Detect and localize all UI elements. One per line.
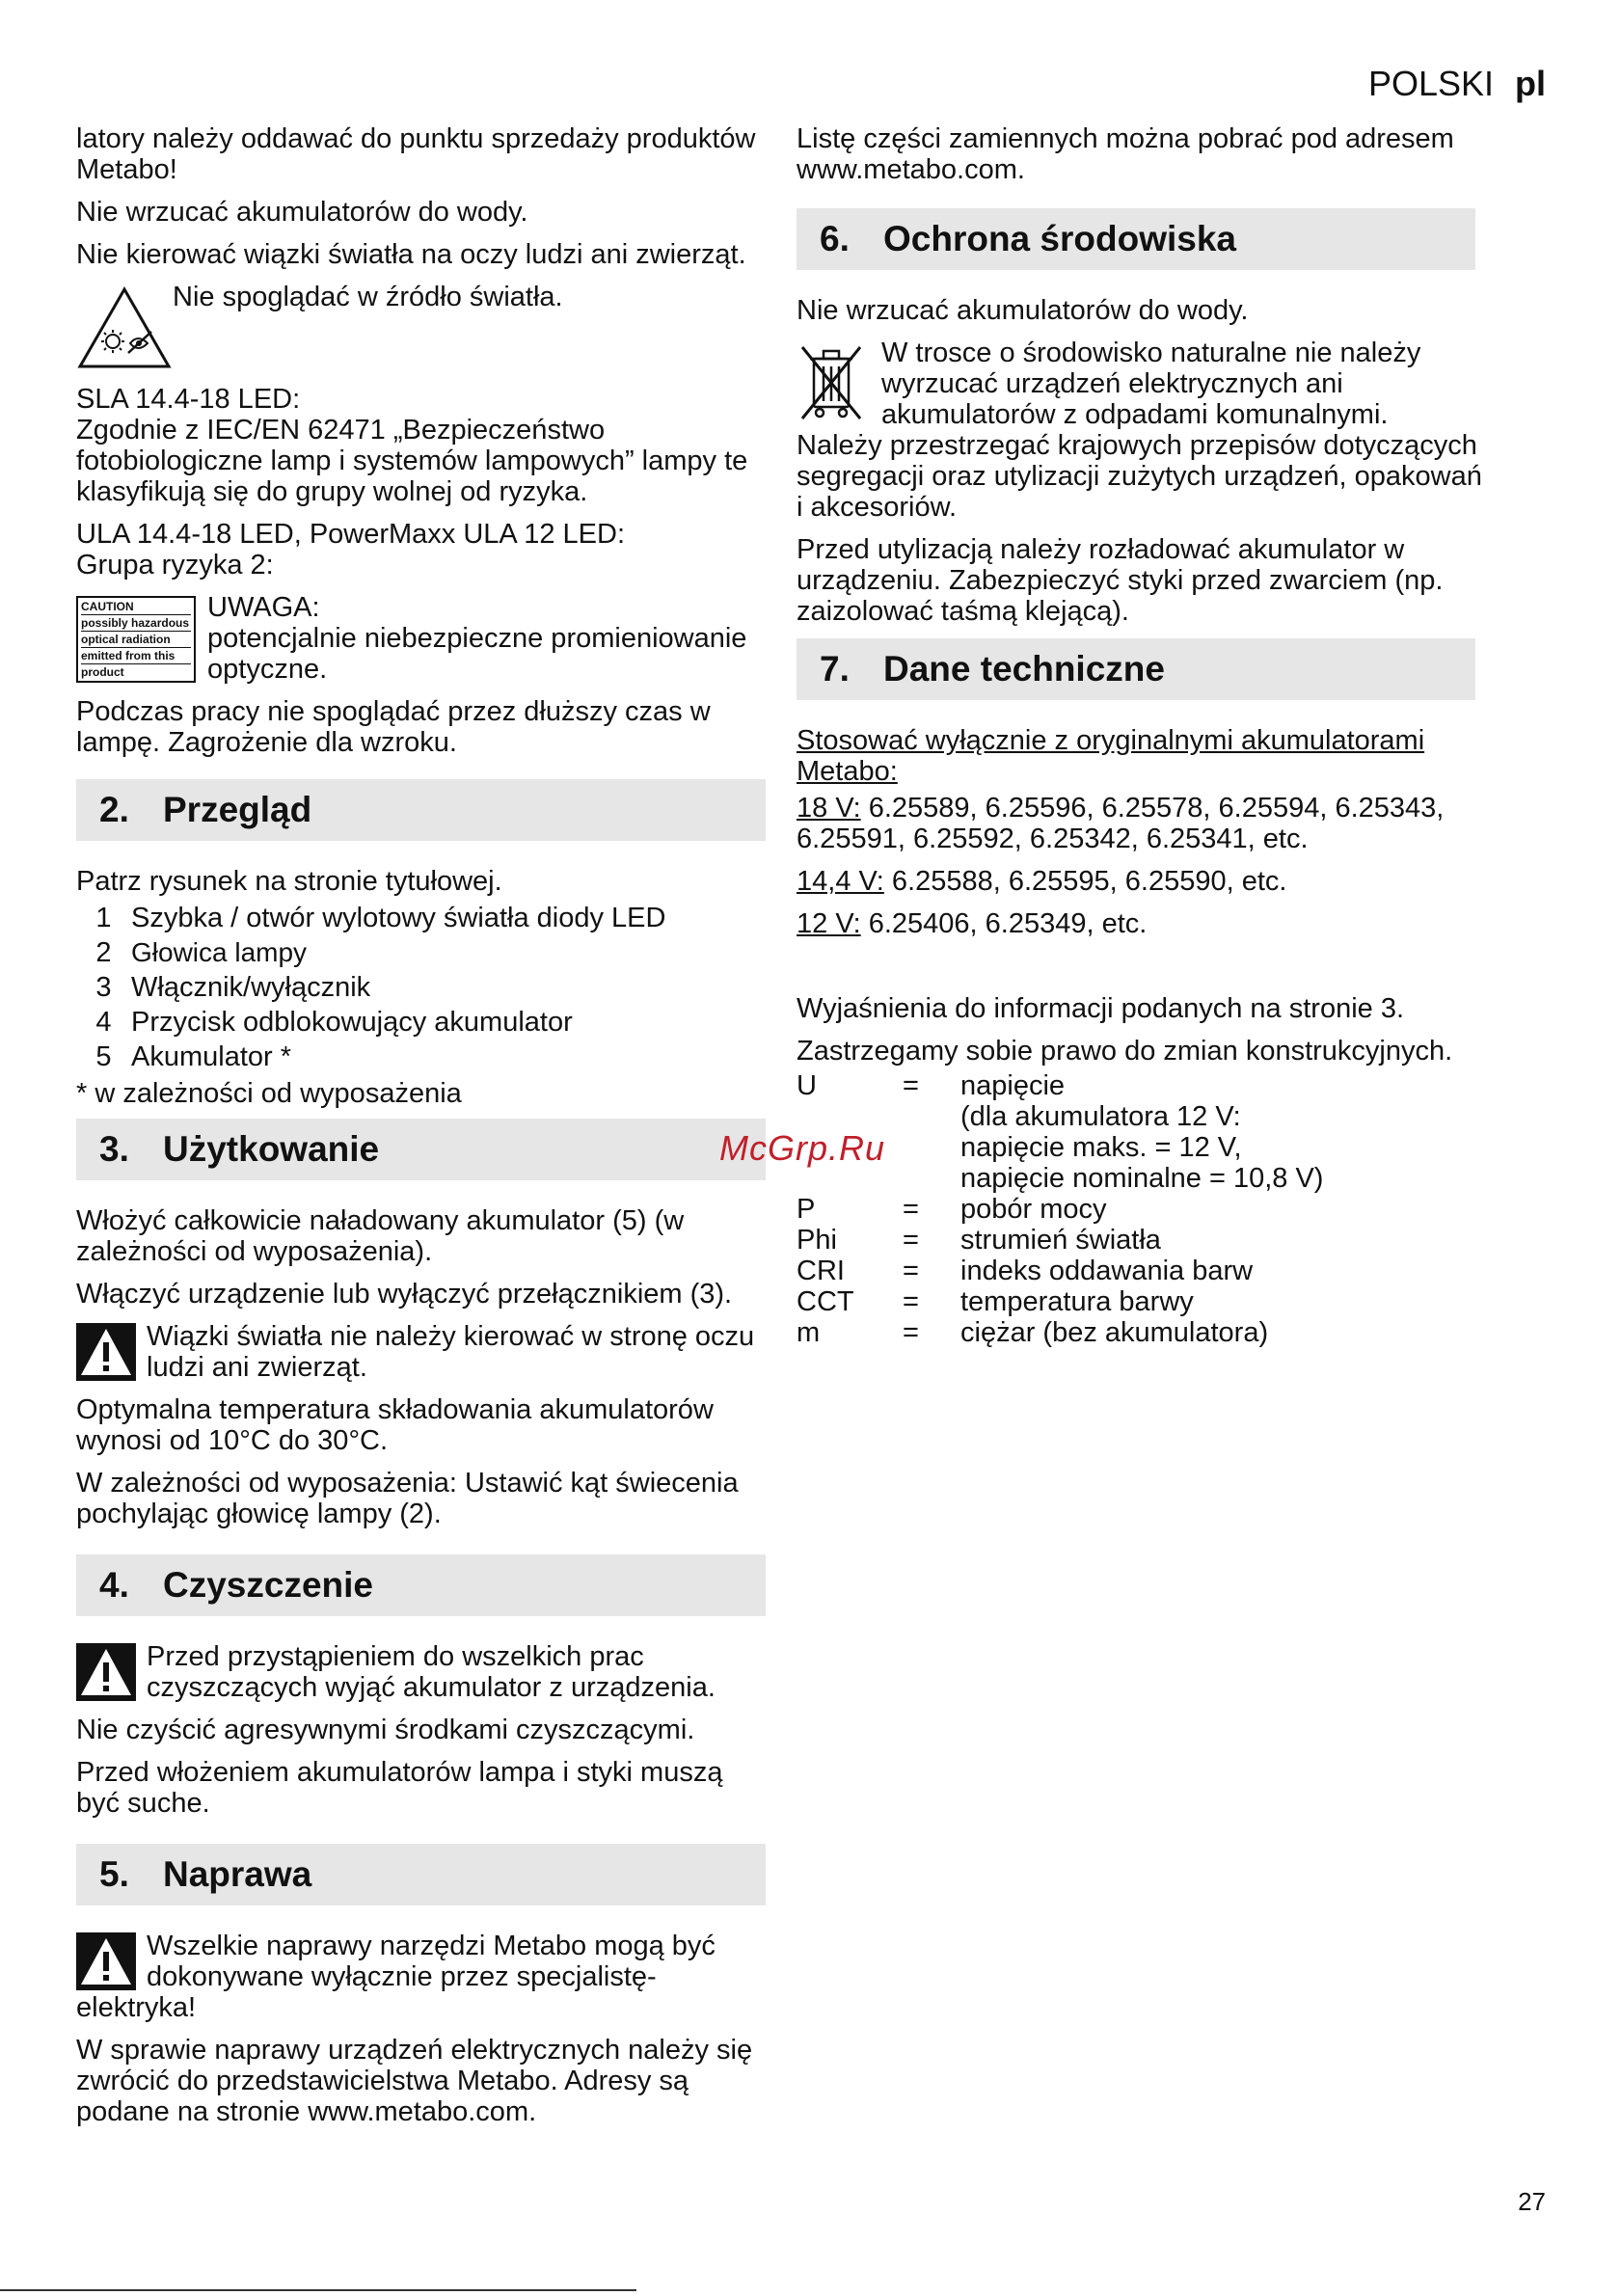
paragraph: Patrz rysunek na stronie tytułowej. xyxy=(76,866,502,897)
warning-block xyxy=(76,1641,766,1703)
battery-14v: 14,4 V: 6.25588, 6.25595, 6.25590, etc. xyxy=(797,866,1287,897)
language-code: pl xyxy=(1515,64,1546,103)
page-header xyxy=(1368,64,1546,104)
risk-group: Grupa ryzyka 2: xyxy=(76,550,274,581)
paragraph: Należy przestrzegać krajowych przepisów dotyczących segregacji oraz utylizacji zużytych urządzeń, opakowań i akcesoriów. xyxy=(797,430,1482,523)
weee-text: W trosce o środowisko naturalne nie należy wyrzucać urządzeń elektrycznych ani akumulatorów z odpadami komunalnymi. xyxy=(881,338,1421,430)
paragraph: latory należy oddawać do punktu sprzedaży produktów Metabo! xyxy=(76,123,756,185)
paragraph: Nie kierować wiązki światła na oczy ludzi ani zwierząt. xyxy=(76,239,746,270)
warning-triangle-icon xyxy=(76,1932,136,1990)
battery-heading: Stosować wyłącznie z oryginalnymi akumulatorami Metabo: xyxy=(797,725,1425,787)
caution-text xyxy=(207,592,766,685)
weee-block xyxy=(797,338,1491,430)
paragraph: Przed włożeniem akumulatorów lampa i styki muszą być suche. xyxy=(76,1757,723,1819)
warning-triangle-icon xyxy=(76,1643,136,1701)
warning-block xyxy=(76,1931,766,2023)
laser-eye-warning-icon xyxy=(76,285,173,372)
paragraph: Włączyć urządzenie lub wyłączyć przełącznikiem (3). xyxy=(76,1279,733,1310)
uwaga-title: UWAGA: xyxy=(207,592,320,623)
battery-18v: 18 V: 6.25589, 6.25596, 6.25578, 6.25594, 6.25343, 6.25591, 6.25592, 6.25342, 6.25341, etc. xyxy=(797,793,1445,854)
watermark: McGrp.Ru xyxy=(719,1128,886,1168)
page-number: 27 xyxy=(1518,2187,1546,2216)
caution-label-icon: CAUTION possibly hazardous optical radiation emitted from this product xyxy=(76,596,196,683)
list-item: 3 Włącznik/wyłącznik xyxy=(95,972,371,1003)
ula-models: ULA 14.4-18 LED, PowerMaxx ULA 12 LED: xyxy=(76,519,626,550)
section-title: Czyszczenie xyxy=(163,1565,373,1605)
paragraph: Wyjaśnienia do informacji podanych na stronie 3. xyxy=(797,993,1405,1024)
section-title: Dane techniczne xyxy=(883,649,1165,689)
footnote: * w zależności od wyposażenia xyxy=(76,1078,462,1109)
section-heading-2: 2. Przegląd xyxy=(76,779,766,841)
section-heading-6: 6. Ochrona środowiska xyxy=(797,208,1475,270)
paragraph: Listę części zamiennych można pobrać pod adresem www.metabo.com. xyxy=(797,123,1454,185)
uwaga-text: potencjalnie niebezpieczne promieniowanie optyczne. xyxy=(207,623,747,685)
paragraph: Nie wrzucać akumulatorów do wody. xyxy=(76,197,528,228)
crossed-bin-icon xyxy=(797,341,866,422)
sla-paragraph xyxy=(76,384,766,507)
section-title: Ochrona środowiska xyxy=(883,219,1236,258)
paragraph: W zależności od wyposażenia: Ustawić kąt świecenia pochylając głowicę lampy (2). xyxy=(76,1468,739,1529)
warning-block xyxy=(76,1321,766,1383)
section-title: Przegląd xyxy=(163,790,312,829)
footer-rule xyxy=(0,2289,636,2291)
warning-text: Wszelkie naprawy narzędzi Metabo mogą być dokonywane wyłącznie przez specjalistę-elektryka! xyxy=(76,1931,716,2023)
section-heading-7: 7. Dane techniczne xyxy=(797,638,1475,700)
parts-list xyxy=(76,903,766,1072)
caution-block xyxy=(76,592,766,685)
section-heading-5: 5. Naprawa xyxy=(76,1844,766,1905)
ula-paragraph xyxy=(76,519,766,581)
section-title: Naprawa xyxy=(163,1854,312,1894)
list-item: 1 Szybka / otwór wylotowy światła diody LED xyxy=(95,903,666,933)
list-item: 5 Akumulator * xyxy=(95,1041,292,1072)
paragraph: W sprawie naprawy urządzeń elektrycznych należy się zwrócić do przedstawicielstwa Metabo. Adresy są podane na stronie www.metabo.com. xyxy=(76,2035,753,2127)
list-item: 4 Przycisk odblokowujący akumulator xyxy=(95,1007,573,1038)
section-heading-3: 3. Użytkowanie xyxy=(76,1119,766,1180)
paragraph: Nie wrzucać akumulatorów do wody. xyxy=(797,295,1249,326)
warning-text: Wiązki światła nie należy kierować w stronę oczu ludzi ani zwierząt. xyxy=(147,1321,755,1383)
section-title: Użytkowanie xyxy=(163,1129,380,1169)
warning-triangle-icon xyxy=(76,1323,136,1381)
list-item: 2 Głowica lampy xyxy=(95,937,308,968)
paragraph: Przed utylizacją należy rozładować akumulator w urządzeniu. Zabezpieczyć styki przed zwarciem (np. zaizolować taśmą klejącą). xyxy=(797,534,1444,627)
symbol-definitions: U = napięcie (dla akumulatora 12 V: napięcie maks. = 12 V, napięcie nominalne = 10,8 V) P = pobór mocy Phi = strumień światła CRI = indeks oddawania barw CCT = temperatura barwy m = ciężar (bez akumulatora) xyxy=(797,1070,1324,1348)
right-column xyxy=(797,123,1491,1348)
sla-standard-text: Zgodnie z IEC/EN 62471 „Bezpieczeństwo fotobiologiczne lamp i systemów lampowych” lampy te klasyfikują się do grupy wolnej od ryzyka. xyxy=(76,415,748,507)
paragraph: Podczas pracy nie spoglądać przez dłuższy czas w lampę. Zagrożenie dla wzroku. xyxy=(76,696,711,758)
battery-12v: 12 V: 6.25406, 6.25349, etc. xyxy=(797,908,1148,939)
left-column xyxy=(76,123,766,2139)
language-label: POLSKI xyxy=(1367,64,1494,103)
section-heading-4: 4. Czyszczenie xyxy=(76,1554,766,1616)
paragraph: Zastrzegamy sobie prawo do zmian konstrukcyjnych. xyxy=(797,1036,1453,1067)
eye-warning-text: Nie spoglądać w źródło światła. xyxy=(173,282,563,312)
paragraph: Włożyć całkowicie naładowany akumulator (5) (w zależności od wyposażenia). xyxy=(76,1205,685,1267)
sla-model: SLA 14.4-18 LED: xyxy=(76,384,301,415)
warning-text: Przed przystąpieniem do wszelkich prac czyszczących wyjąć akumulator z urządzenia. xyxy=(147,1641,716,1703)
paragraph: Nie czyścić agresywnymi środkami czyszczącymi. xyxy=(76,1715,695,1745)
paragraph: Optymalna temperatura składowania akumulatorów wynosi od 10°C do 30°C. xyxy=(76,1394,714,1456)
eye-warning-block xyxy=(76,282,766,372)
